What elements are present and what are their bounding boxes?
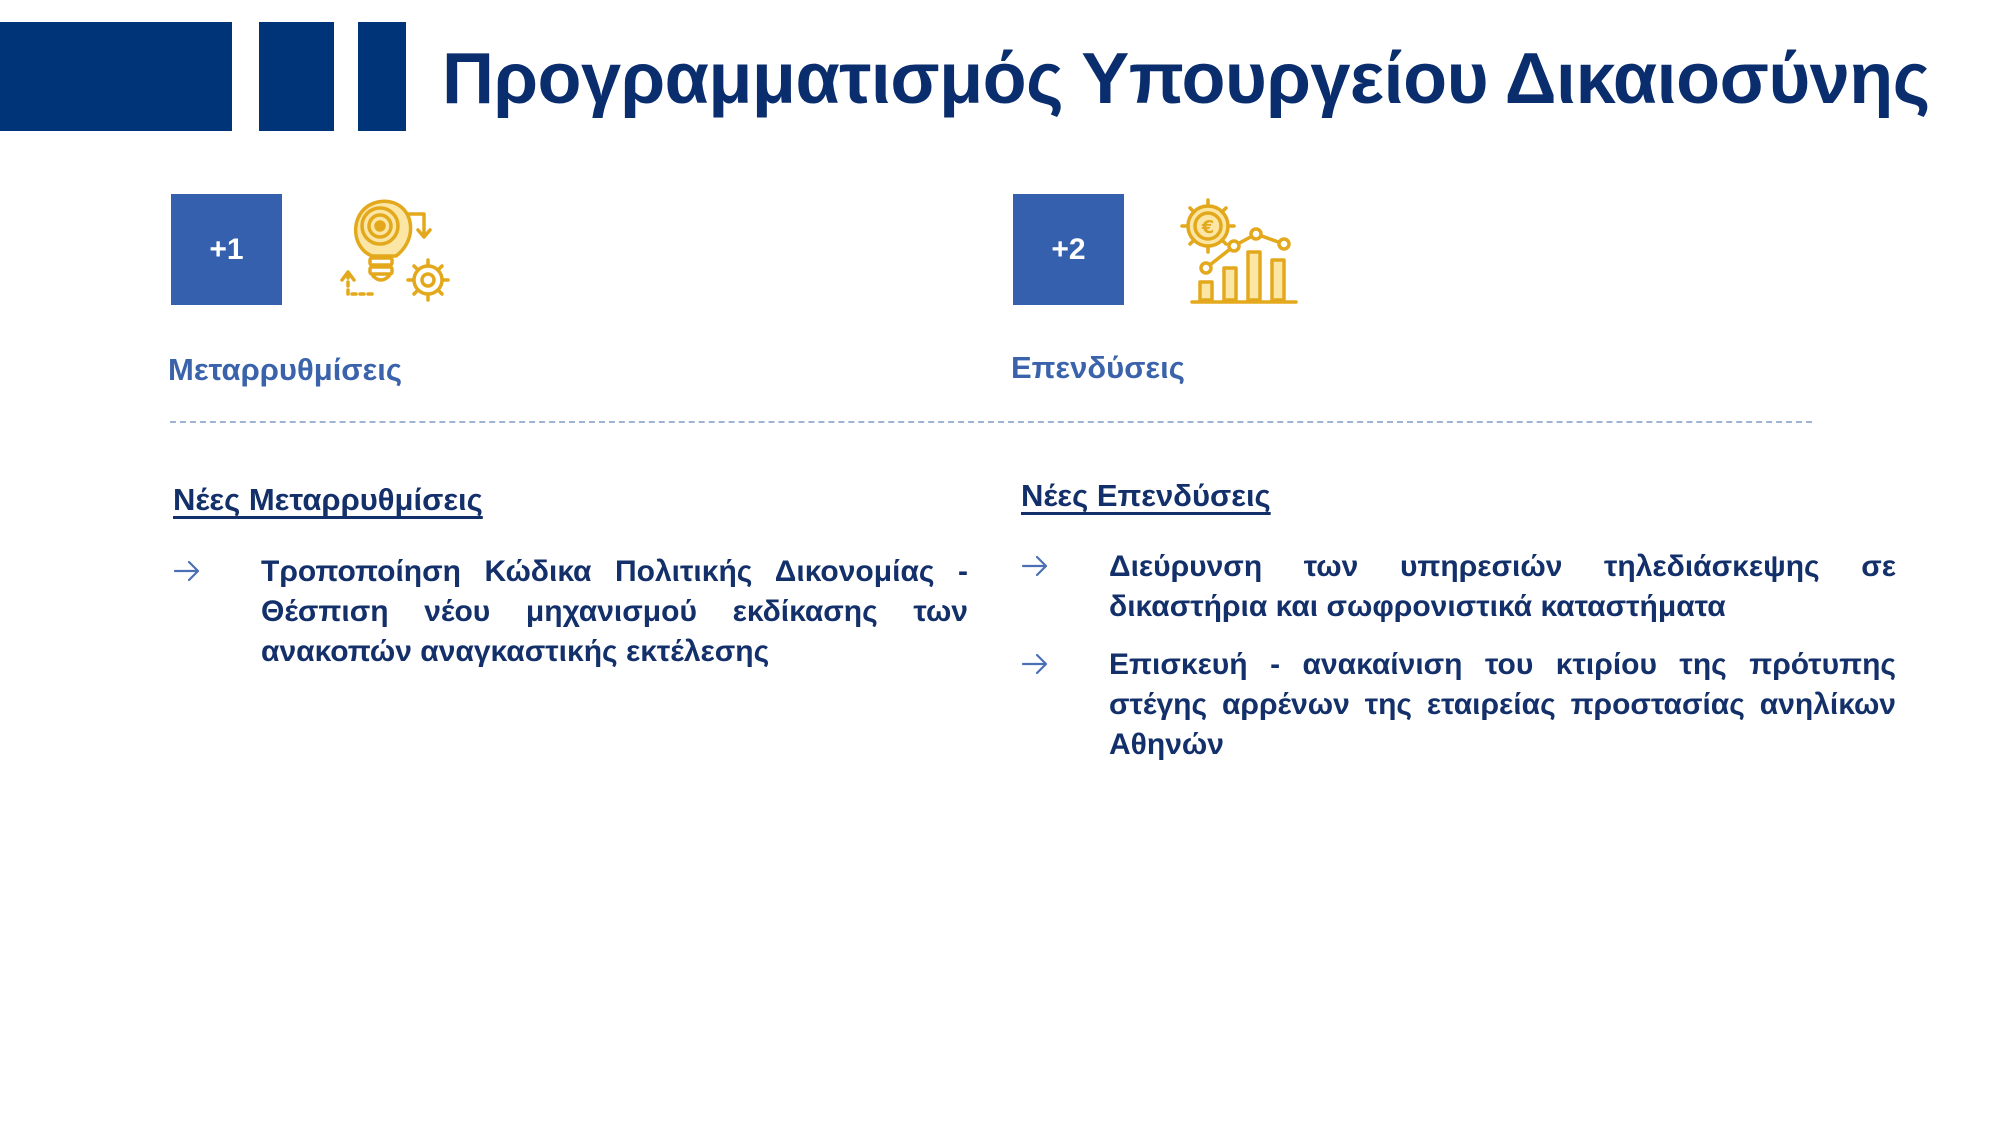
list-item-text: Διεύρυνση των υπηρεσιών τηλεδιάσκεψης σε δικαστήρια και σωφρονιστικά καταστήματα: [1109, 550, 1896, 623]
list-item-text: Τροποποίηση Κώδικα Πολιτικής Δικονομίας - Θέσπιση νέου μηχανισμού εκδίκασης των ανακοπών αναγκαστικής εκτέλεσης: [261, 555, 968, 668]
investments-count-badge: +2: [1013, 194, 1124, 305]
header-bar-small: [358, 22, 406, 131]
list-item: [172, 552, 968, 676]
new-reforms-heading: Νέες Μεταρρυθμίσεις: [173, 482, 483, 517]
category-investments: Επενδύσεις: [1011, 350, 1185, 385]
list-item: [1020, 547, 1896, 631]
list-item: [1020, 645, 1896, 769]
svg-text:€: €: [1201, 217, 1215, 238]
new-investments-heading: Νέες Επενδύσεις: [1021, 478, 1271, 513]
lightbulb-gears-icon: [338, 194, 454, 304]
list-item-text: Επισκευή - ανακαίνιση του κτιρίου της πρότυπης στέγης αρρένων της εταιρείας προστασίας ανηλίκων Αθηνών: [1109, 648, 1896, 761]
arrow-right-icon: [172, 556, 202, 586]
header-bar-medium: [259, 22, 334, 131]
arrow-right-icon: [1020, 649, 1050, 679]
page-title: Προγραμματισμός Υπουργείου Δικαιοσύνης: [442, 39, 1930, 119]
section-divider: [170, 421, 1812, 423]
arrow-right-icon: [1020, 551, 1050, 581]
euro-gear-bar-chart-icon: [1180, 198, 1304, 308]
header-bar-large: [0, 22, 232, 131]
category-reforms: Μεταρρυθμίσεις: [168, 352, 402, 387]
reforms-count-badge: +1: [171, 194, 282, 305]
